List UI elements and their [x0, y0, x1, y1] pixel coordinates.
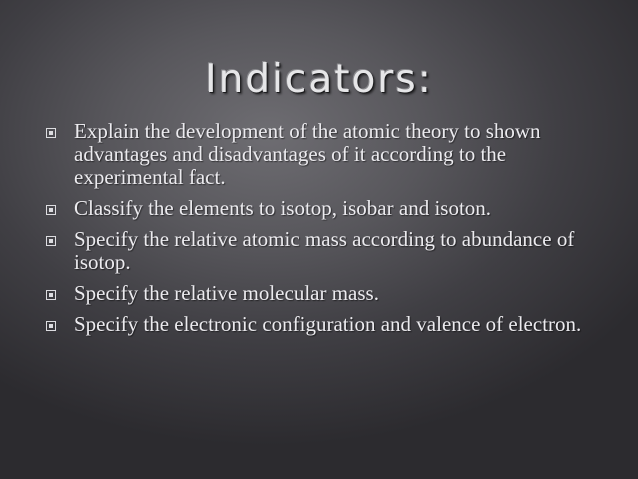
bullet-text: Classify the elements to isotop, isobar and isoton. — [74, 196, 492, 220]
bullet-text: Specify the relative molecular mass. — [74, 281, 379, 305]
square-bullet-icon — [46, 205, 56, 215]
list-item — [46, 197, 606, 220]
bullet-text: Specify the electronic configuration and valence of electron. — [74, 312, 582, 336]
square-bullet-icon — [46, 321, 56, 331]
bullet-text: Explain the development of the atomic theory to shown advantages and disadvantages of it according to the experimental fact. — [74, 119, 541, 189]
bullet-text: Specify the relative atomic mass according to abundance of isotop. — [74, 227, 575, 274]
square-bullet-icon — [46, 290, 56, 300]
slide-title: Indicators: — [205, 57, 433, 102]
bullet-list — [46, 120, 606, 344]
list-item — [46, 313, 606, 336]
list-item — [46, 120, 606, 189]
square-bullet-icon — [46, 236, 56, 246]
list-item — [46, 228, 606, 274]
square-bullet-icon — [46, 128, 56, 138]
list-item — [46, 282, 606, 305]
